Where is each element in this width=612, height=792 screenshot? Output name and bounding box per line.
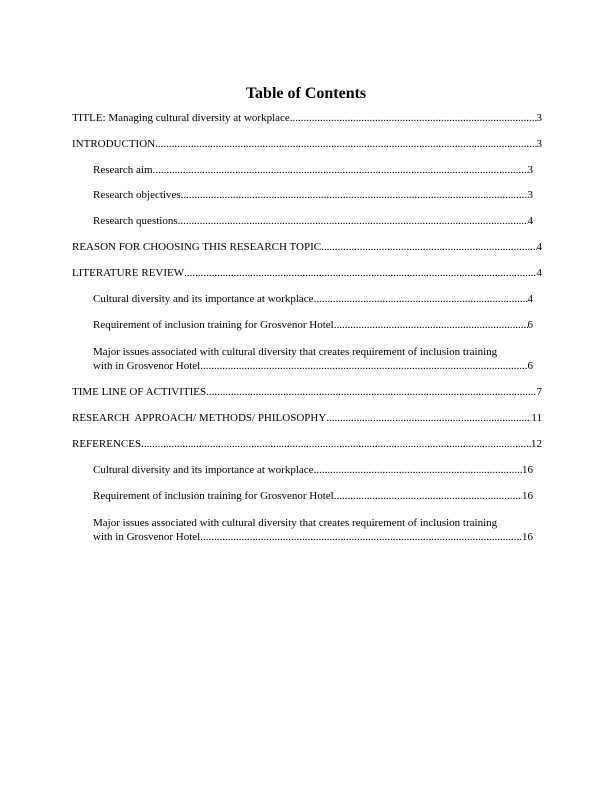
toc-entry-inclusion-training-ref[interactable] xyxy=(93,489,533,503)
toc-page-number: 16 xyxy=(522,531,533,543)
dot-leader xyxy=(290,111,537,125)
toc-page-number: 3 xyxy=(527,189,533,201)
toc-entry-literature-review[interactable] xyxy=(72,266,542,280)
toc-entry-introduction[interactable] xyxy=(72,137,542,151)
dot-leader xyxy=(314,463,522,477)
toc-entry-label-line2: with in Grosvenor Hotel xyxy=(93,531,201,543)
toc-page-number: 6 xyxy=(527,319,533,331)
dot-leader xyxy=(181,188,528,202)
toc-entry-label: Cultural diversity and its importance at workplace xyxy=(93,464,314,476)
toc-entry-research-approach[interactable] xyxy=(72,411,542,425)
toc-entry-label: Research objectives xyxy=(93,189,181,201)
toc-entry-label-line2: with in Grosvenor Hotel xyxy=(93,360,201,372)
dot-leader xyxy=(200,530,522,544)
toc-title: Table of Contents xyxy=(245,85,367,102)
toc-entry-label: LITERATURE REVIEW xyxy=(72,267,185,279)
toc-entry-label: Research aim xyxy=(93,164,153,176)
dot-leader xyxy=(334,318,528,332)
toc-page-number: 3 xyxy=(536,112,542,124)
toc-entry-label-line1: Major issues associated with cultural diversity that creates requirement of inclusion training xyxy=(93,346,498,358)
toc-page-number: 11 xyxy=(531,412,542,424)
toc-entry-major-issues-ref[interactable] xyxy=(93,516,533,544)
toc-entry-research-questions[interactable] xyxy=(93,214,533,228)
dot-leader xyxy=(314,292,528,306)
dot-leader xyxy=(321,240,536,254)
toc-entry-label: RESEARCH APPROACH/ METHODS/ PHILOSOPHY xyxy=(72,412,327,424)
toc-entry-timeline[interactable] xyxy=(72,385,542,399)
dot-leader xyxy=(334,489,522,503)
toc-page-number: 4 xyxy=(536,267,542,279)
toc-page-number: 4 xyxy=(527,293,533,305)
toc-page-number: 16 xyxy=(522,464,533,476)
toc-entry-label: Requirement of inclusion training for Grosvenor Hotel xyxy=(93,319,334,331)
toc-page-number: 4 xyxy=(527,215,533,227)
toc-entry-title[interactable] xyxy=(72,111,542,125)
toc-page-number: 16 xyxy=(522,490,533,502)
toc-entry-inclusion-training[interactable] xyxy=(93,318,533,332)
toc-page-number: 12 xyxy=(531,438,542,450)
toc-page-number: 7 xyxy=(536,386,542,398)
toc-entry-label: TIME LINE OF ACTIVITIES xyxy=(72,386,207,398)
dot-leader xyxy=(184,266,536,280)
toc-page-number: 3 xyxy=(527,164,533,176)
toc-entry-cultural-diversity[interactable] xyxy=(93,292,533,306)
toc-page-number: 6 xyxy=(527,360,533,372)
dot-leader xyxy=(200,359,527,373)
toc-page-number: 3 xyxy=(536,138,542,150)
dot-leader xyxy=(206,385,536,399)
dot-leader xyxy=(326,411,531,425)
dot-leader xyxy=(141,437,531,451)
toc-entry-major-issues[interactable] xyxy=(93,345,533,373)
dot-leader xyxy=(153,163,528,177)
toc-entry-label: REASON FOR CHOOSING THIS RESEARCH TOPIC xyxy=(72,241,322,253)
toc-entry-research-aim[interactable] xyxy=(93,163,533,177)
toc-page-number: 4 xyxy=(536,241,542,253)
toc-entry-research-objectives[interactable] xyxy=(93,188,533,202)
toc-entry-label: INTRODUCTION xyxy=(72,138,156,150)
toc-entry-label: REFERENCES xyxy=(72,438,142,450)
toc-entry-label-line1: Major issues associated with cultural diversity that creates requirement of inclusion training xyxy=(93,517,498,529)
dot-leader xyxy=(155,137,536,151)
toc-entry-label: Cultural diversity and its importance at workplace xyxy=(93,293,314,305)
toc-entry-label: TITLE: Managing cultural diversity at workplace xyxy=(72,112,290,124)
toc-entry-cultural-diversity-ref[interactable] xyxy=(93,463,533,477)
toc-entry-label: Research questions xyxy=(93,215,178,227)
toc-entry-label: Requirement of inclusion training for Grosvenor Hotel xyxy=(93,490,334,502)
toc-entry-references[interactable] xyxy=(72,437,542,451)
toc-entry-reason-for-topic[interactable] xyxy=(72,240,542,254)
dot-leader xyxy=(178,214,528,228)
